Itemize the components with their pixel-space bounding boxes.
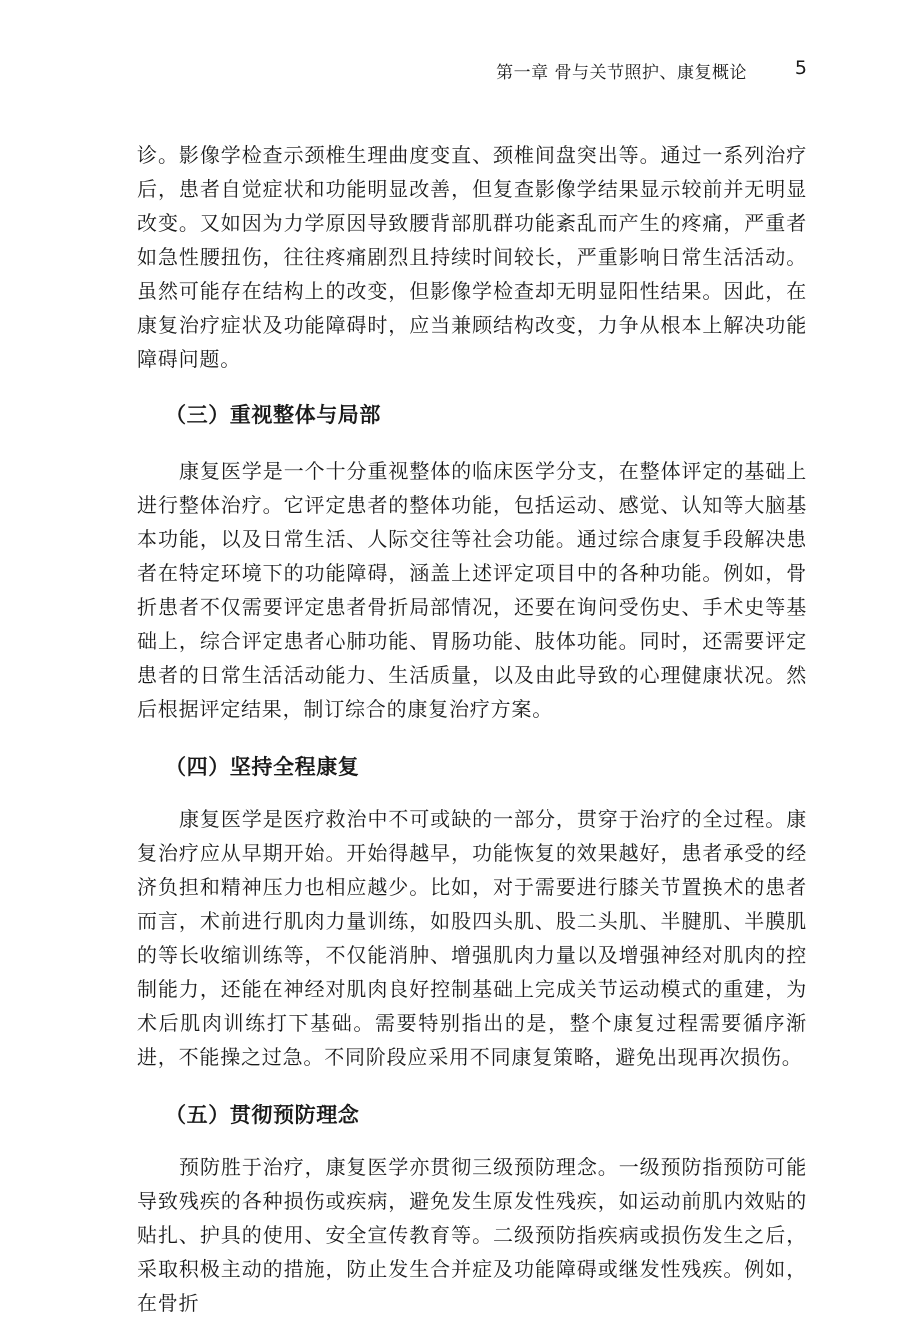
running-header bbox=[137, 58, 807, 86]
continued-paragraph: 诊。影像学检查示颈椎生理曲度变直、颈椎间盘突出等。通过一系列治疗后，患者自觉症状和功能明显改善，但复查影像学结果显示较前并无明显改变。又如因为力学原因导致腰背部肌群功能紊乱而产生的疼痛，严重者如急性腰扭伤，往往疼痛剧烈且持续时间较长，严重影响日常生活活动。虽然可能存在结构上的改变，但影像学检查却无明显阳性结果。因此，在康复治疗症状及功能障碍时，应当兼顾结构改变，力争从根本上解决功能障碍问题。 bbox=[137, 143, 807, 371]
section-heading-3: （三）重视整体与局部 bbox=[165, 403, 381, 427]
section-paragraph-5: 预防胜于治疗，康复医学亦贯彻三级预防理念。一级预防指预防可能导致残疾的各种损伤或疾病，避免发生原发性残疾，如运动前肌内效贴的贴扎、护具的使用、安全宣传教育等。二级预防指疾病或损伤发生之后，采取积极主动的措施，防止发生合并症及功能障碍或继发性残疾。例如，在骨折 bbox=[137, 1155, 807, 1315]
section-paragraph-4: 康复医学是医疗救治中不可或缺的一部分，贯穿于治疗的全过程。康复治疗应从早期开始。开始得越早，功能恢复的效果越好，患者承受的经济负担和精神压力也相应越少。比如，对于需要进行膝关节置换术的患者而言，术前进行肌肉力量训练，如股四头肌、股二头肌、半腱肌、半膜肌的等长收缩训练等，不仅能消肿、增强肌肉力量以及增强神经对肌肉的控制能力，还能在神经对肌肉良好控制基础上完成关节运动模式的重建，为术后肌肉训练打下基础。需要特别指出的是，整个康复过程需要循序渐进，不能操之过急。不同阶段应采用不同康复策略，避免出现再次损伤。 bbox=[137, 807, 807, 1069]
section-heading-5: （五）贯彻预防理念 bbox=[165, 1103, 360, 1127]
section-paragraph-3: 康复医学是一个十分重视整体的临床医学分支，在整体评定的基础上进行整体治疗。它评定患者的整体功能，包括运动、感觉、认知等大脑基本功能，以及日常生活、人际交往等社会功能。通过综合康复手段解决患者在特定环境下的功能障碍，涵盖上述评定项目中的各种功能。例如，骨折患者不仅需要评定患者骨折局部情况，还要在询问受伤史、手术史等基础上，综合评定患者心肺功能、胃肠功能、肢体功能。同时，还需要评定患者的日常生活活动能力、生活质量，以及由此导致的心理健康状况。然后根据评定结果，制订综合的康复治疗方案。 bbox=[137, 459, 807, 721]
chapter-title: 第一章 骨与关节照护、康复概论 bbox=[496, 63, 747, 83]
page-body bbox=[137, 138, 807, 1320]
section-heading-4: （四）坚持全程康复 bbox=[165, 755, 360, 779]
page-number: 5 bbox=[794, 57, 807, 79]
